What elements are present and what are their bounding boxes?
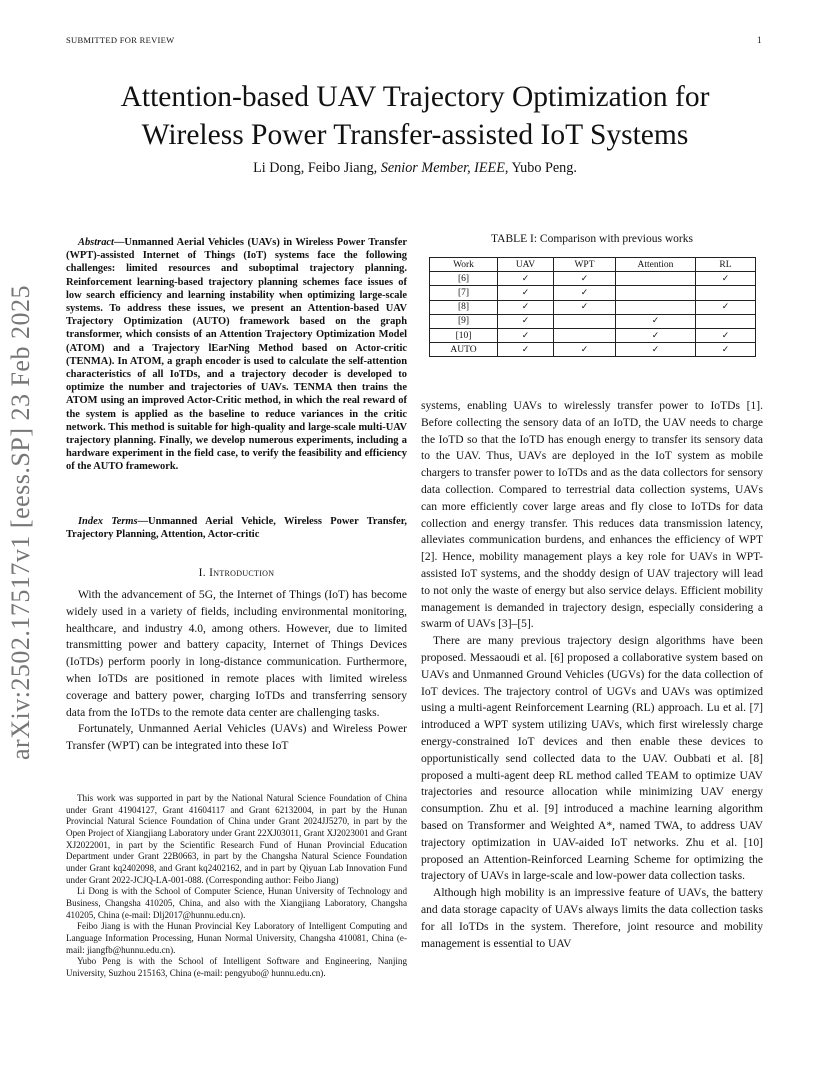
header-attention: Attention <box>616 258 696 272</box>
header-work: Work <box>430 258 498 272</box>
feature-cell <box>498 300 554 314</box>
title-line-2: Wireless Power Transfer-assisted IoT Systems <box>141 119 689 151</box>
check-mark-icon: ✓ <box>521 344 530 355</box>
feature-cell <box>554 314 616 328</box>
feature-cell <box>616 314 696 328</box>
body-paragraph-mobility: Although high mobility is an impressive feature of UAVs, the battery and data storage capacity of UAVs always limits the data collection tasks for all IoTDs in the system. Therefore, joint resource and mobility management is essential to UAV <box>421 887 763 950</box>
footnote-author-3: Yubo Peng is with the School of Intelligent Software and Engineering, Nanjing University, Suzhou 215163, China (e-mail: pengyubo@ hunnu.edu.cn). <box>66 956 407 978</box>
table-row <box>430 328 756 342</box>
check-mark-icon: ✓ <box>521 330 530 341</box>
index-terms-label: Index Terms <box>78 516 138 527</box>
feature-cell <box>696 328 756 342</box>
feature-cell <box>616 343 696 357</box>
feature-cell <box>616 328 696 342</box>
work-cell: [8] <box>430 300 498 314</box>
feature-cell <box>616 286 696 300</box>
work-cell: [10] <box>430 328 498 342</box>
feature-cell <box>696 300 756 314</box>
feature-cell <box>554 328 616 342</box>
intro-paragraph-1: With the advancement of 5G, the Internet of Things (IoT) has become widely used in a variety of fields, including environmental monitoring, healthcare, and industry 4.0, among others. However, due to limited transmitting power and battery capacity, Internet of Things Devices (IoTDs) perform poorly in long-distance communication. Furthermore, when IoTDs are positioned in remote places with limited wireless coverage and battery power, charging IoTDs and transferring sensory data from the IoTDs to the remote data center are challenging tasks. <box>66 589 407 719</box>
feature-cell <box>696 272 756 286</box>
abstract-text: Unmanned Aerial Vehicles (UAVs) in Wireless Power Transfer (WPT)-assisted Internet of Things (IoT) systems face the following challenges: limited resources and suboptimal trajectory planning. Reinforcement learning-based trajectory planning schemes face issues of low search efficiency and learning instability when optimizing large-scale systems. To address these issues, we present an Attention-based UAV Trajectory Optimization (AUTO) framework based on the graph transformer, which consists of an Attention Trajectory Optimization Model (ATOM) and a Trajectory lEarNing Method based on Actor-critic (TENMA). In ATOM, a graph encoder is used to calculate the self-attention characteristics of all IoTDs, and a trajectory decoder is developed to optimize the number and trajectories of UAVs. TENMA then trains the ATOM using an improved Actor-Critic method, in which the real reward of the system is applied as the baseline to reduce variances in the critic network. This method is suitable for high-quality and large-scale multi-UAV trajectory planning. Finally, we develop numerous experiments, including a hardware experiment in the field case, to verify the feasibility and efficiency of the AUTO framework. <box>66 237 407 473</box>
work-cell: [6] <box>430 272 498 286</box>
intro-paragraph-2: Fortunately, Unmanned Aerial Vehicles (UAVs) and Wireless Power Transfer (WPT) can be integrated into these IoT <box>66 723 407 753</box>
header-uav: UAV <box>498 258 554 272</box>
paper-title <box>66 78 764 154</box>
footnote-author-2: Feibo Jiang is with the Hunan Provincial Key Laboratory of Intelligent Computing and Language Information Processing, Hunan Normal University, Changsha 410081, China (e-mail: jiangfb@hunnu.edu.cn). <box>66 921 407 955</box>
footnotes <box>66 793 407 980</box>
check-mark-icon: ✓ <box>651 330 660 341</box>
body-paragraph-related-work: There are many previous trajectory design algorithms have been proposed. Messaoudi et al. [6] proposed a collaborative system based on UAVs and Unmanned Ground Vehicles (UGVs) for the data collection of IoT devices. The trajectory control of UGVs and UAVs was optimized using a multi-agent Reinforcement Learning (RL) approach. Lu et al. [7] introduced a WPT system utilizing UAVs, which first wirelessly charge energy-constrained IoT devices and then enable these devices to opportunistically send collected data to the UAV. Oubbati et al. [8] proposed a multi-agent deep RL method called TEAM to optimize UAV trajectories and resource allocation while minimizing UAV energy consumption. Zhu et al. [9] introduced a machine learning algorithm based on Transformer and Weighted A*, named TWA, to address UAV trajectory optimization in UAV-aided IoT networks. Zhu et al. [10] proposed an Attention-Reinforced Learning Scheme for optimizing the trajectory of UAVs in large-scale and low-power data collection tasks. <box>421 635 763 883</box>
running-header: SUBMITTED FOR REVIEW <box>66 35 175 45</box>
intro-text <box>66 587 407 755</box>
footnote-funding: This work was supported in part by the National Natural Science Foundation of China under Grant 41904127, Grant 41604117 and Grant 62132004, in part by the Hunan Provincial Natural Science Foundation of China under Grant 2024JJ5270, in part by the Open Project of Xiangjiang Laboratory under Grant 22XJ03011, Grant XJ2023001 and Grant XJ2022001, in part by the Scientific Research Fund of Hunan Provincial Education Department under Grant 22B0663, in part by the Changsha Natural Science Foundation under Grant kq2402098, and Grant kq2402162, and in part by Qiyuan Lab Innovation Fund under Grant 2022-JCJQ-LA-001-088. (Corresponding author: Feibo Jiang) <box>66 793 407 885</box>
footnote-author-1: Li Dong is with the School of Computer Science, Hunan University of Technology and Business, Changsha 410205, China, and also with the Xiangjiang Laboratory, Changsha 410205, China (e-mail: Dlj2017@hunnu.edu.cn). <box>66 886 407 920</box>
check-mark-icon: ✓ <box>580 287 589 298</box>
comparison-table <box>429 257 756 357</box>
table-row <box>430 286 756 300</box>
check-mark-icon: ✓ <box>580 344 589 355</box>
check-mark-icon: ✓ <box>580 273 589 284</box>
feature-cell <box>616 272 696 286</box>
abstract-label: Abstract <box>78 237 114 248</box>
author-rest: , Yubo Peng. <box>504 160 577 176</box>
check-mark-icon: ✓ <box>651 316 660 327</box>
feature-cell <box>696 343 756 357</box>
check-mark-icon: ✓ <box>721 344 730 355</box>
check-mark-icon: ✓ <box>521 287 530 298</box>
feature-cell <box>696 286 756 300</box>
check-mark-icon: ✓ <box>651 344 660 355</box>
abstract: Abstract—Unmanned Aerial Vehicles (UAVs) in Wireless Power Transfer (WPT)-assisted Internet of Things (IoT) systems face the following challenges: limited resources and suboptimal trajectory planning. Reinforcement learning-based trajectory planning schemes face issues of low search efficiency and learning instability when optimizing large-scale systems. To address these issues, we present an Attention-based UAV Trajectory Optimization (AUTO) framework based on the graph transformer, which consists of an Attention Trajectory Optimization Model (ATOM) and a Trajectory lEarNing Method based on Actor-critic (TENMA). In ATOM, a graph encoder is used to calculate the self-attention characteristics of all IoTDs, and a trajectory decoder is developed to optimize the number and trajectories of UAVs. TENMA then trains the ATOM using an improved Actor-Critic method, in which the real reward of the system is applied as the baseline to reduce variances in the critic network. This method is suitable for high-quality and large-scale multi-UAV trajectory planning. Finally, we develop numerous experiments, including a hardware experiment in the field case, to verify the feasibility and efficiency of the AUTO framework. <box>66 237 407 473</box>
right-column-text <box>421 398 763 952</box>
check-mark-icon: ✓ <box>721 330 730 341</box>
feature-cell <box>554 272 616 286</box>
table-row <box>430 343 756 357</box>
work-cell: AUTO <box>430 343 498 357</box>
check-mark-icon: ✓ <box>721 302 730 313</box>
title-line-1: Attention-based UAV Trajectory Optimization for <box>120 81 710 113</box>
feature-cell <box>498 328 554 342</box>
table-header-row <box>430 258 756 272</box>
author-list <box>66 160 764 177</box>
table-row <box>430 300 756 314</box>
feature-cell <box>498 286 554 300</box>
body-paragraph-continued: systems, enabling UAVs to wirelessly transfer power to IoTDs [1]. Before collecting the sensory data of an IoTD, the UAV needs to charge the IoTD so that the IoTD has enough energy to transfer its sensory data to the UAV. Thus, UAVs are deployed in the IoT system as mobile chargers to transfer power to IoTDs and as the data collectors for sensory data collection. Compared to terrestrial data collection systems, UAVs can more efficiently cover large areas and fly close to IoTDs for data collection and energy transfer. This reduces data transmission latency, alleviates communication burdens, and enhances the efficiency of WPT [2]. Hence, mobility management plays a key role for UAVs in WPT-assisted IoT systems, and the shoddy design of UAV trajectory will lead to not only the waste of energy but also service delays. Efficient mobility management is demanded in trajectory design, especially considering a swarm of UAVs [3]–[5]. <box>421 400 763 631</box>
feature-cell <box>696 314 756 328</box>
feature-cell <box>616 300 696 314</box>
feature-cell <box>498 272 554 286</box>
feature-cell <box>498 343 554 357</box>
index-terms-text: Unmanned Aerial Vehicle, Wireless Power Transfer, Trajectory Planning, Attention, Actor-critic <box>66 516 407 541</box>
author-names: Li Dong, Feibo Jiang, <box>253 160 381 176</box>
table-caption: TABLE I: Comparison with previous works <box>491 233 693 245</box>
feature-cell <box>498 314 554 328</box>
section-heading: I. Introduction <box>198 567 275 579</box>
arxiv-identifier: arXiv:2502.17517v1 [eess.SP] 23 Feb 2025 <box>6 285 35 760</box>
check-mark-icon: ✓ <box>521 273 530 284</box>
check-mark-icon: ✓ <box>721 273 730 284</box>
author-role: Senior Member, IEEE <box>380 160 505 176</box>
work-cell: [9] <box>430 314 498 328</box>
check-mark-icon: ✓ <box>580 302 589 313</box>
header-rl: RL <box>696 258 756 272</box>
table-row <box>430 314 756 328</box>
index-terms: Index Terms—Unmanned Aerial Vehicle, Wireless Power Transfer, Trajectory Planning, Attention, Actor-critic <box>66 516 407 541</box>
feature-cell <box>554 286 616 300</box>
check-mark-icon: ✓ <box>521 302 530 313</box>
check-mark-icon: ✓ <box>521 316 530 327</box>
header-wpt: WPT <box>554 258 616 272</box>
table-row <box>430 272 756 286</box>
page-number: 1 <box>757 35 762 45</box>
feature-cell <box>554 300 616 314</box>
feature-cell <box>554 343 616 357</box>
table-body <box>430 272 756 357</box>
work-cell: [7] <box>430 286 498 300</box>
